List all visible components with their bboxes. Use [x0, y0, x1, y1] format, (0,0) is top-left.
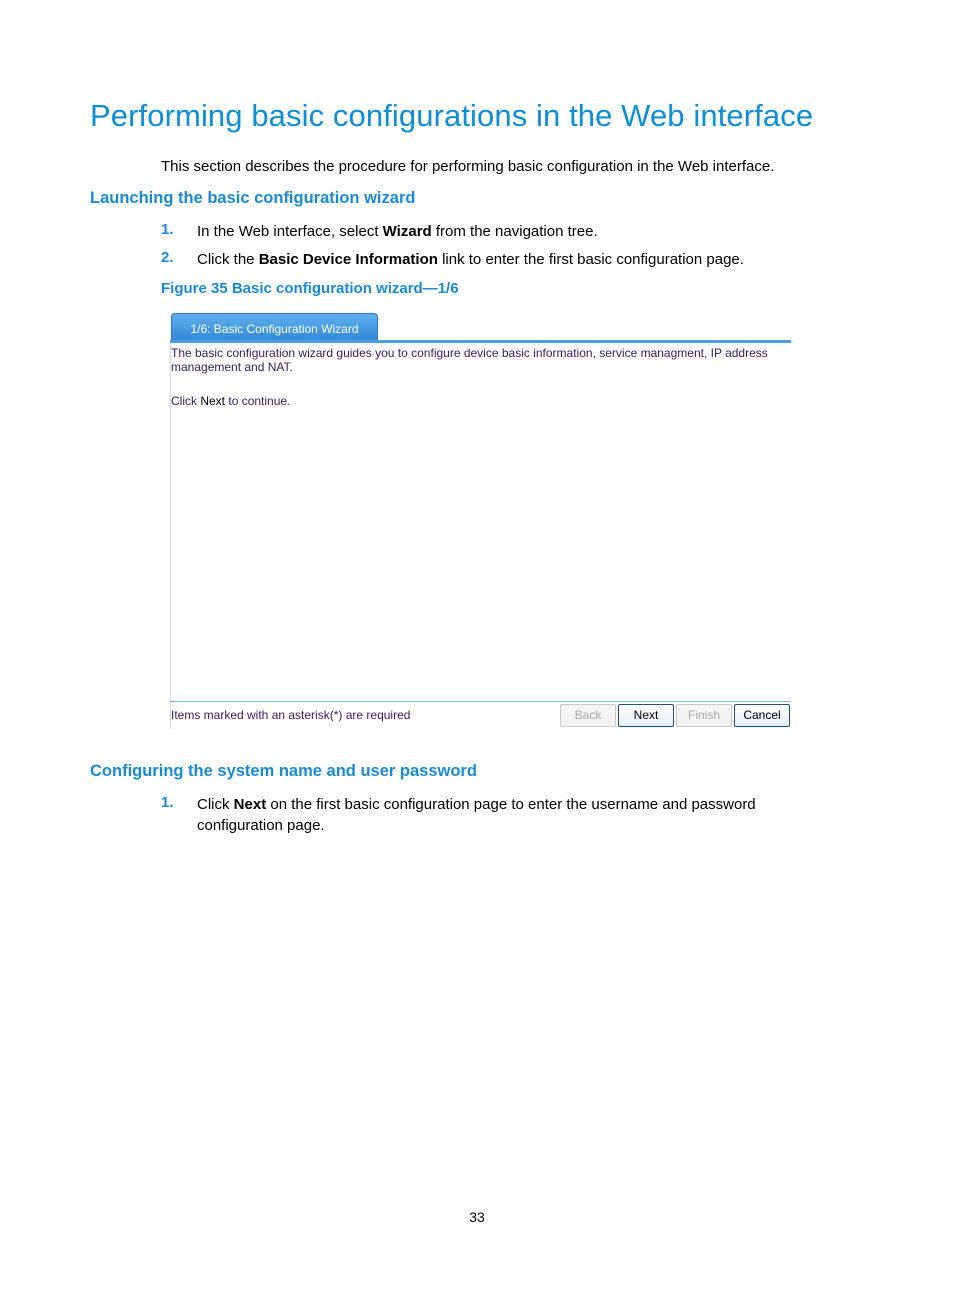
- page-number: 33: [469, 1209, 485, 1225]
- next-term: Next: [233, 796, 267, 813]
- back-button[interactable]: Back: [560, 704, 616, 727]
- intro-paragraph: This section describes the procedure for performing basic configuration in the Web interface.: [161, 158, 775, 175]
- section-heading-system-name-password: Configuring the system name and user password: [90, 762, 477, 780]
- wizard-screenshot: [169, 311, 792, 729]
- tab-underline: [170, 340, 791, 343]
- step-number: 2.: [161, 249, 174, 266]
- step-number: 1.: [161, 794, 174, 811]
- step-text: Click Next on the first basic configuration page to enter the username and password configuration page.: [197, 796, 756, 834]
- cancel-button[interactable]: Cancel: [734, 704, 790, 727]
- wizard-term: Wizard: [382, 223, 432, 240]
- step-text: Click the Basic Device Information link to enter the first basic configuration page.: [197, 251, 744, 268]
- page-title: Performing basic configurations in the Web interface: [90, 98, 814, 133]
- required-fields-note: Items marked with an asterisk(*) are required: [171, 708, 411, 722]
- section-heading-launching-wizard: Launching the basic configuration wizard: [90, 189, 416, 207]
- finish-button[interactable]: Finish: [676, 704, 732, 727]
- wizard-body-text: [171, 346, 781, 408]
- step-text: In the Web interface, select Wizard from the navigation tree.: [197, 223, 598, 240]
- figure-caption: Figure 35 Basic configuration wizard—1/6: [161, 280, 459, 297]
- tab-basic-configuration-wizard[interactable]: 1/6: Basic Configuration Wizard: [171, 313, 378, 342]
- wizard-continue-hint: Click Next to continue.: [171, 394, 291, 408]
- basic-device-information-term: Basic Device Information: [258, 251, 438, 268]
- wizard-description: The basic configuration wizard guides you to configure device basic information, service managment, IP address management and NAT.: [171, 346, 768, 374]
- next-button[interactable]: Next: [618, 704, 674, 727]
- footer-divider: [170, 701, 791, 702]
- step-number: 1.: [161, 221, 174, 238]
